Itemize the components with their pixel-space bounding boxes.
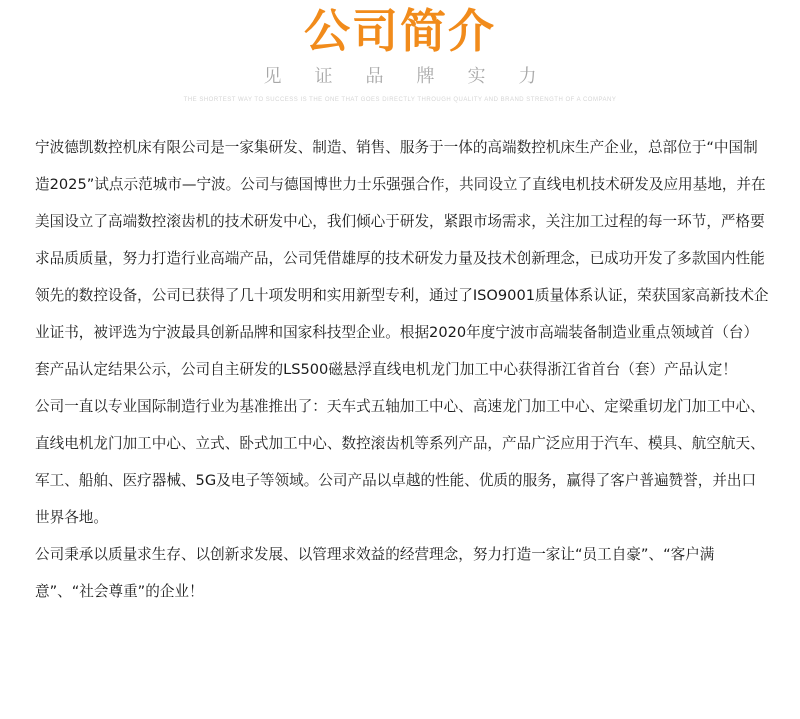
intro-paragraph-2: 公司一直以专业国际制造行业为基准推出了：天车式五轴加工中心、高速龙门加工中心、定梁重切龙门加工中心、直线电机龙门加工中心、立式、卧式加工中心、数控滚齿机等系列产品，产品广泛应用于汽车、模具、航空航天、军工、船舶、医疗器械、5G及电子等领域。公司产品以卓越的性能、优质的服务，赢得了客户普遍赞誉，并出口世界各地。 [35, 398, 765, 526]
intro-paragraph-1: 宁波德凯数控机床有限公司是一家集研发、制造、销售、服务于一体的高端数控机床生产企业，总部位于“中国制造2025”试点示范城市—宁波。公司与德国博世力士乐强强合作，共同设立了直线电机技术研发及应用基地，并在美国设立了高端数控滚齿机的技术研发中心，我们倾心于研发，紧跟市场需求，关注加工过程的每一环节，严格要求品质质量，努力打造行业高端产品，公司凭借雄厚的技术研发力量及技术创新理念，已成功开发了多款国内性能领先的数控设备，公司已获得了几十项发明和实用新型专利，通过了ISO9001质量体系认证，荣获国家高新技术企业证书，被评选为宁波最具创新品牌和国家科技型企业。根据2020年度宁波市高端装备制造业重点领域首（台）套产品认定结果公示，公司自主研发的LS500磁悬浮直线电机龙门加工中心获得浙江省首台（套）产品认定！ [35, 139, 769, 378]
english-tagline: THE SHORTEST WAY TO SUCCESS IS THE ONE THAT GOES DIRECTLY THROUGH QUALITY AND BRAND STRENGTH OF A COMPANY [183, 97, 617, 103]
page-subtitle: 见证品牌实力 [263, 66, 570, 87]
intro-paragraph-3: 公司秉承以质量求生存、以创新求发展、以管理求效益的经营理念，努力打造一家让“员工自豪”、“客户满意”、“社会尊重”的企业！ [35, 546, 715, 600]
page-title: 公司简介 [304, 4, 496, 58]
company-intro-body [35, 129, 770, 610]
header [0, 0, 800, 118]
